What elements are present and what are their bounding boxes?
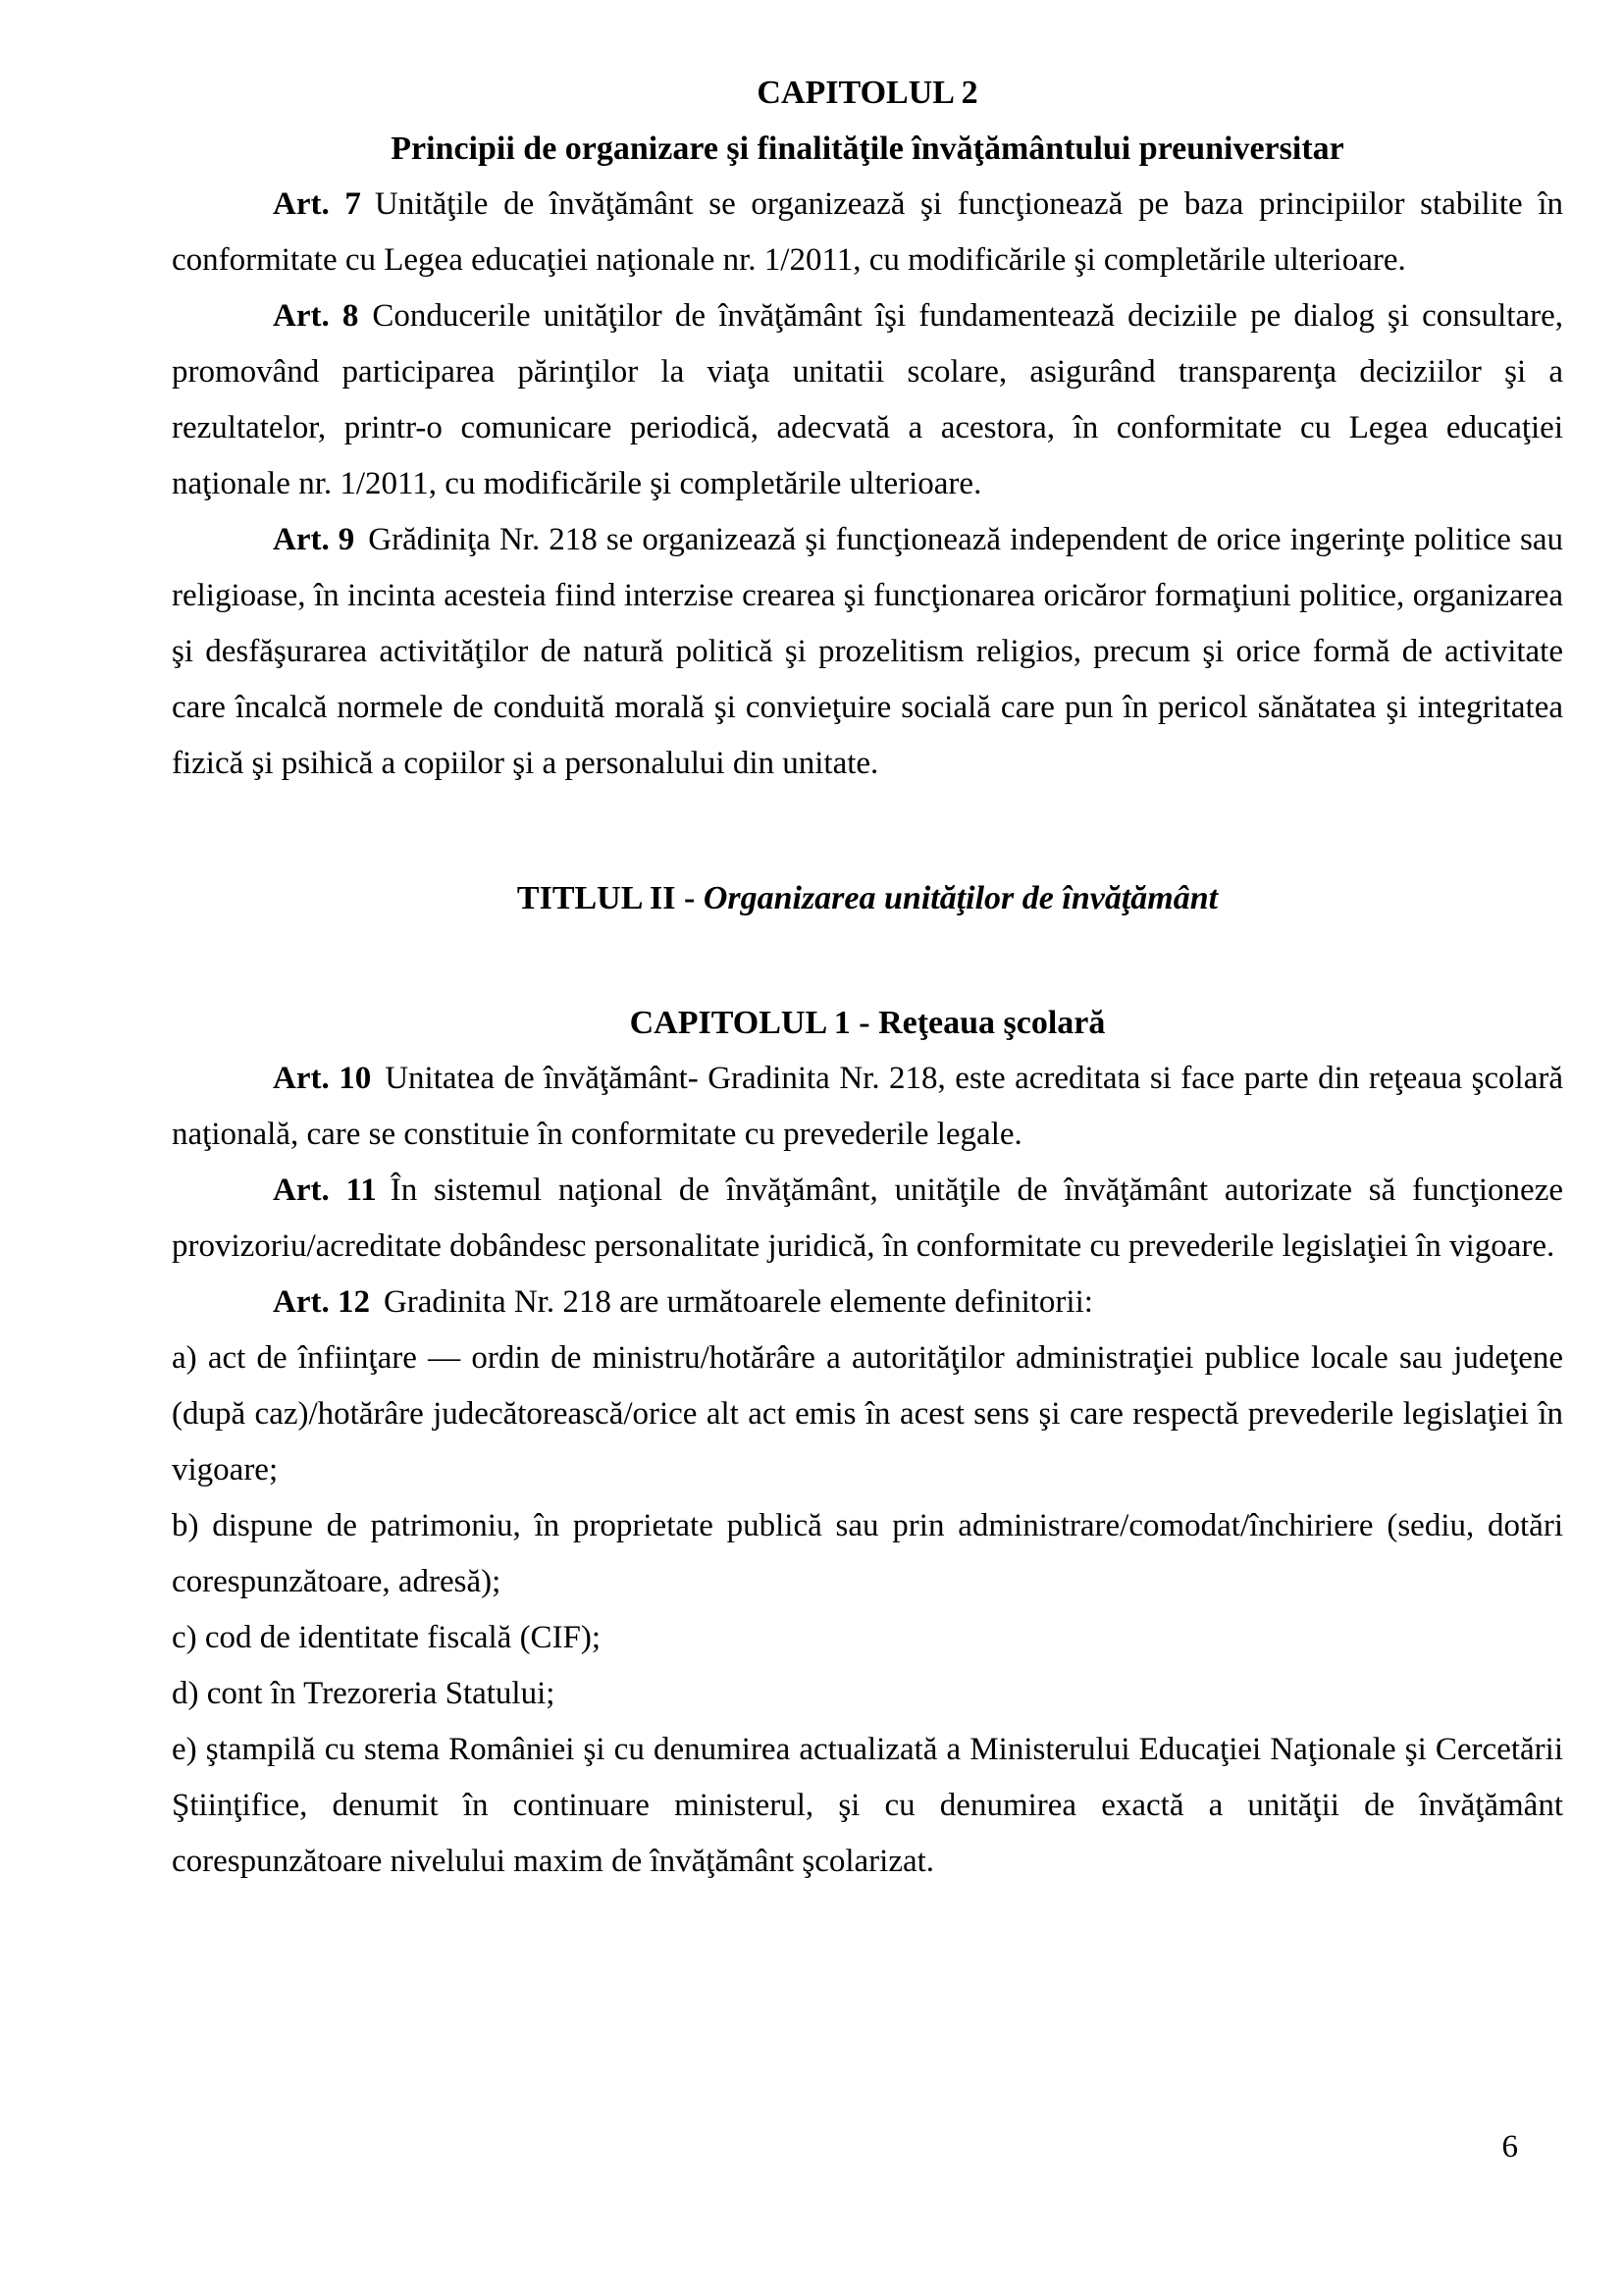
art8-label: Art. 8 xyxy=(273,298,359,334)
art8-text: Conducerile unităţilor de învăţământ îşi fundamentează deciziile pe dialog şi consultare, promovând participarea părinţilor la viaţa unitatii scolare, asigurând transparenţa deciziilor şi a rezultatelor, printr-o comunicare periodică, adecvată a acestora, în conformitate cu Legea educaţiei naţionale nr. 1/2011, cu modificările şi completările ulterioare. xyxy=(172,298,1564,501)
paragraph-art11 xyxy=(172,1163,1563,1275)
art7-text: Unităţile de învăţământ se organizează şi funcţionează pe baza principiilor stabilite în conformitate cu Legea educaţiei naţionale nr. 1/2011, cu modificările şi completările ulterioare. xyxy=(172,186,1564,278)
paragraph-art12 xyxy=(172,1275,1563,1330)
art12-text: Gradinita Nr. 218 are următoarele elemente definitorii: xyxy=(383,1284,1093,1320)
chapter2-subtitle: Principii de organizare şi finalităţile învăţământului preuniversitar xyxy=(391,130,1344,167)
list-item-d: d) cont în Trezoreria Statului; xyxy=(172,1676,555,1711)
art11-label: Art. 11 xyxy=(273,1173,377,1208)
art9-text: Grădiniţa Nr. 218 se organizează şi funcţionează independent de orice ingerinţe politice sau religioase, în incinta acesteia fiind interzise crearea şi funcţionarea oricăror formaţiuni politice, organizarea şi desfăşurarea activităţilor de natură politică şi prozelitism religios, precum şi orice formă de activitate care încalcă normele de conduită morală şi convieţuire socială care pun în pericol sănătatea şi integritatea fizică şi psihică a copiilor şi a personalului din unitate. xyxy=(172,522,1563,781)
title2-name: Organizarea unităţilor de învăţământ xyxy=(703,880,1219,916)
paragraph-art8 xyxy=(172,288,1563,512)
paragraph-art9 xyxy=(172,512,1563,792)
art12-label: Art. 12 xyxy=(273,1284,370,1320)
art7-label: Art. 7 xyxy=(273,186,361,222)
art9-label: Art. 9 xyxy=(273,522,355,557)
art10-label: Art. 10 xyxy=(273,1061,372,1096)
list-item-b: b) dispune de patrimoniu, în proprietate publică sau prin administrare/comodat/închiriere (sediu, dotări corespunzătoare, adresă); xyxy=(172,1508,1563,1599)
title2-prefix: TITLUL II - xyxy=(516,880,704,916)
art10-text: Unitatea de învăţământ- Gradinita Nr. 218, este acreditata si face parte din reţeaua şcolară naţională, care se constituie în conformitate cu prevederile legale. xyxy=(172,1061,1564,1152)
chapter2-title: CAPITOLUL 2 xyxy=(757,75,978,111)
list-item-c: c) cod de identitate fiscală (CIF); xyxy=(172,1620,602,1655)
title2-heading xyxy=(172,870,1563,926)
page-content xyxy=(172,65,1563,1890)
art11-text: În sistemul naţional de învăţământ, unităţile de învăţământ autorizate să funcţioneze provizoriu/acreditate dobândesc personalitate juridică, în conformitate cu prevederile legislaţiei în vigoare. xyxy=(172,1173,1563,1264)
list-item-a: a) act de înfiinţare — ordin de ministru/hotărâre a autorităţilor administraţiei publice locale sau judeţene (după caz)/hotărâre judecătorească/orice alt act emis în acest sens şi care respectă prevederile legislaţiei în vigoare; xyxy=(172,1340,1563,1487)
paragraph-art7 xyxy=(172,177,1563,288)
chapter1-title: CAPITOLUL 1 - Reţeaua şcolară xyxy=(629,1005,1106,1041)
paragraph-art10 xyxy=(172,1051,1563,1163)
page-number: 6 xyxy=(1501,2129,1518,2165)
list-item-e: e) ştampilă cu stema României şi cu denumirea actualizată a Ministerului Educaţiei Naţionale şi Cercetării Ştiinţifice, denumit în continuare ministerul, şi cu denumirea exactă a unităţii de învăţământ corespunzătoare nivelului maxim de învăţământ şcolarizat. xyxy=(172,1732,1563,1879)
